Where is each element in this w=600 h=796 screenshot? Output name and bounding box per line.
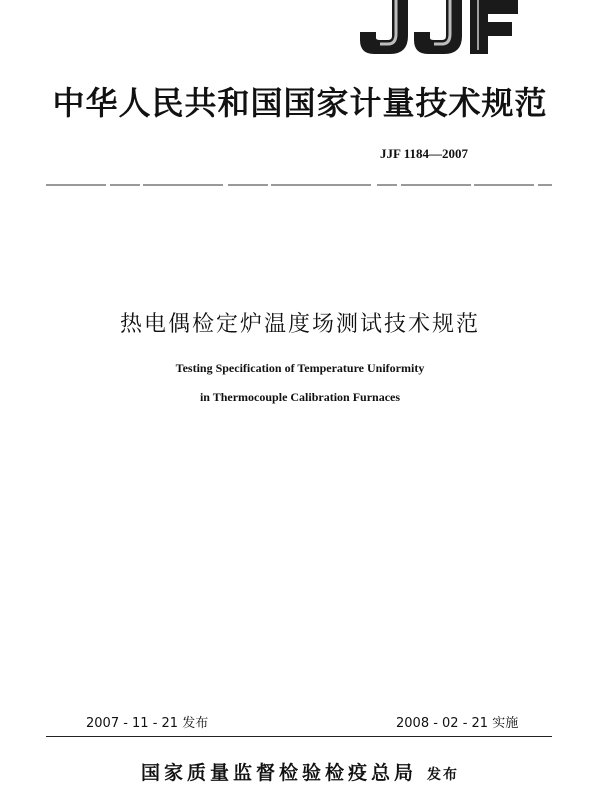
document-title-en-line2: in Thermocouple Calibration Furnaces bbox=[199, 390, 401, 404]
publisher-suffix: 发布 bbox=[427, 767, 459, 783]
document-title-cn: 热电偶检定炉温度场测试技术规范 bbox=[119, 312, 480, 337]
document-title-en-line1: Testing Specification of Temperature Uniformity bbox=[175, 361, 425, 375]
implementation-date: 2008 - 02 - 21 实施 bbox=[396, 716, 519, 731]
issue-date: 2007 - 11 - 21 发布 bbox=[86, 716, 209, 731]
bottom-divider bbox=[46, 736, 552, 737]
jjf-logo-graphic bbox=[352, 0, 522, 58]
top-divider bbox=[46, 184, 552, 186]
jjf-logo bbox=[352, 0, 522, 58]
publisher-name: 国家质量监督检验检疫总局 bbox=[140, 762, 417, 784]
publisher-line bbox=[0, 758, 600, 785]
standard-code: JJF 1184—2007 bbox=[380, 146, 468, 161]
issuing-authority-title: 中华人民共和国国家计量技术规范 bbox=[52, 84, 548, 122]
